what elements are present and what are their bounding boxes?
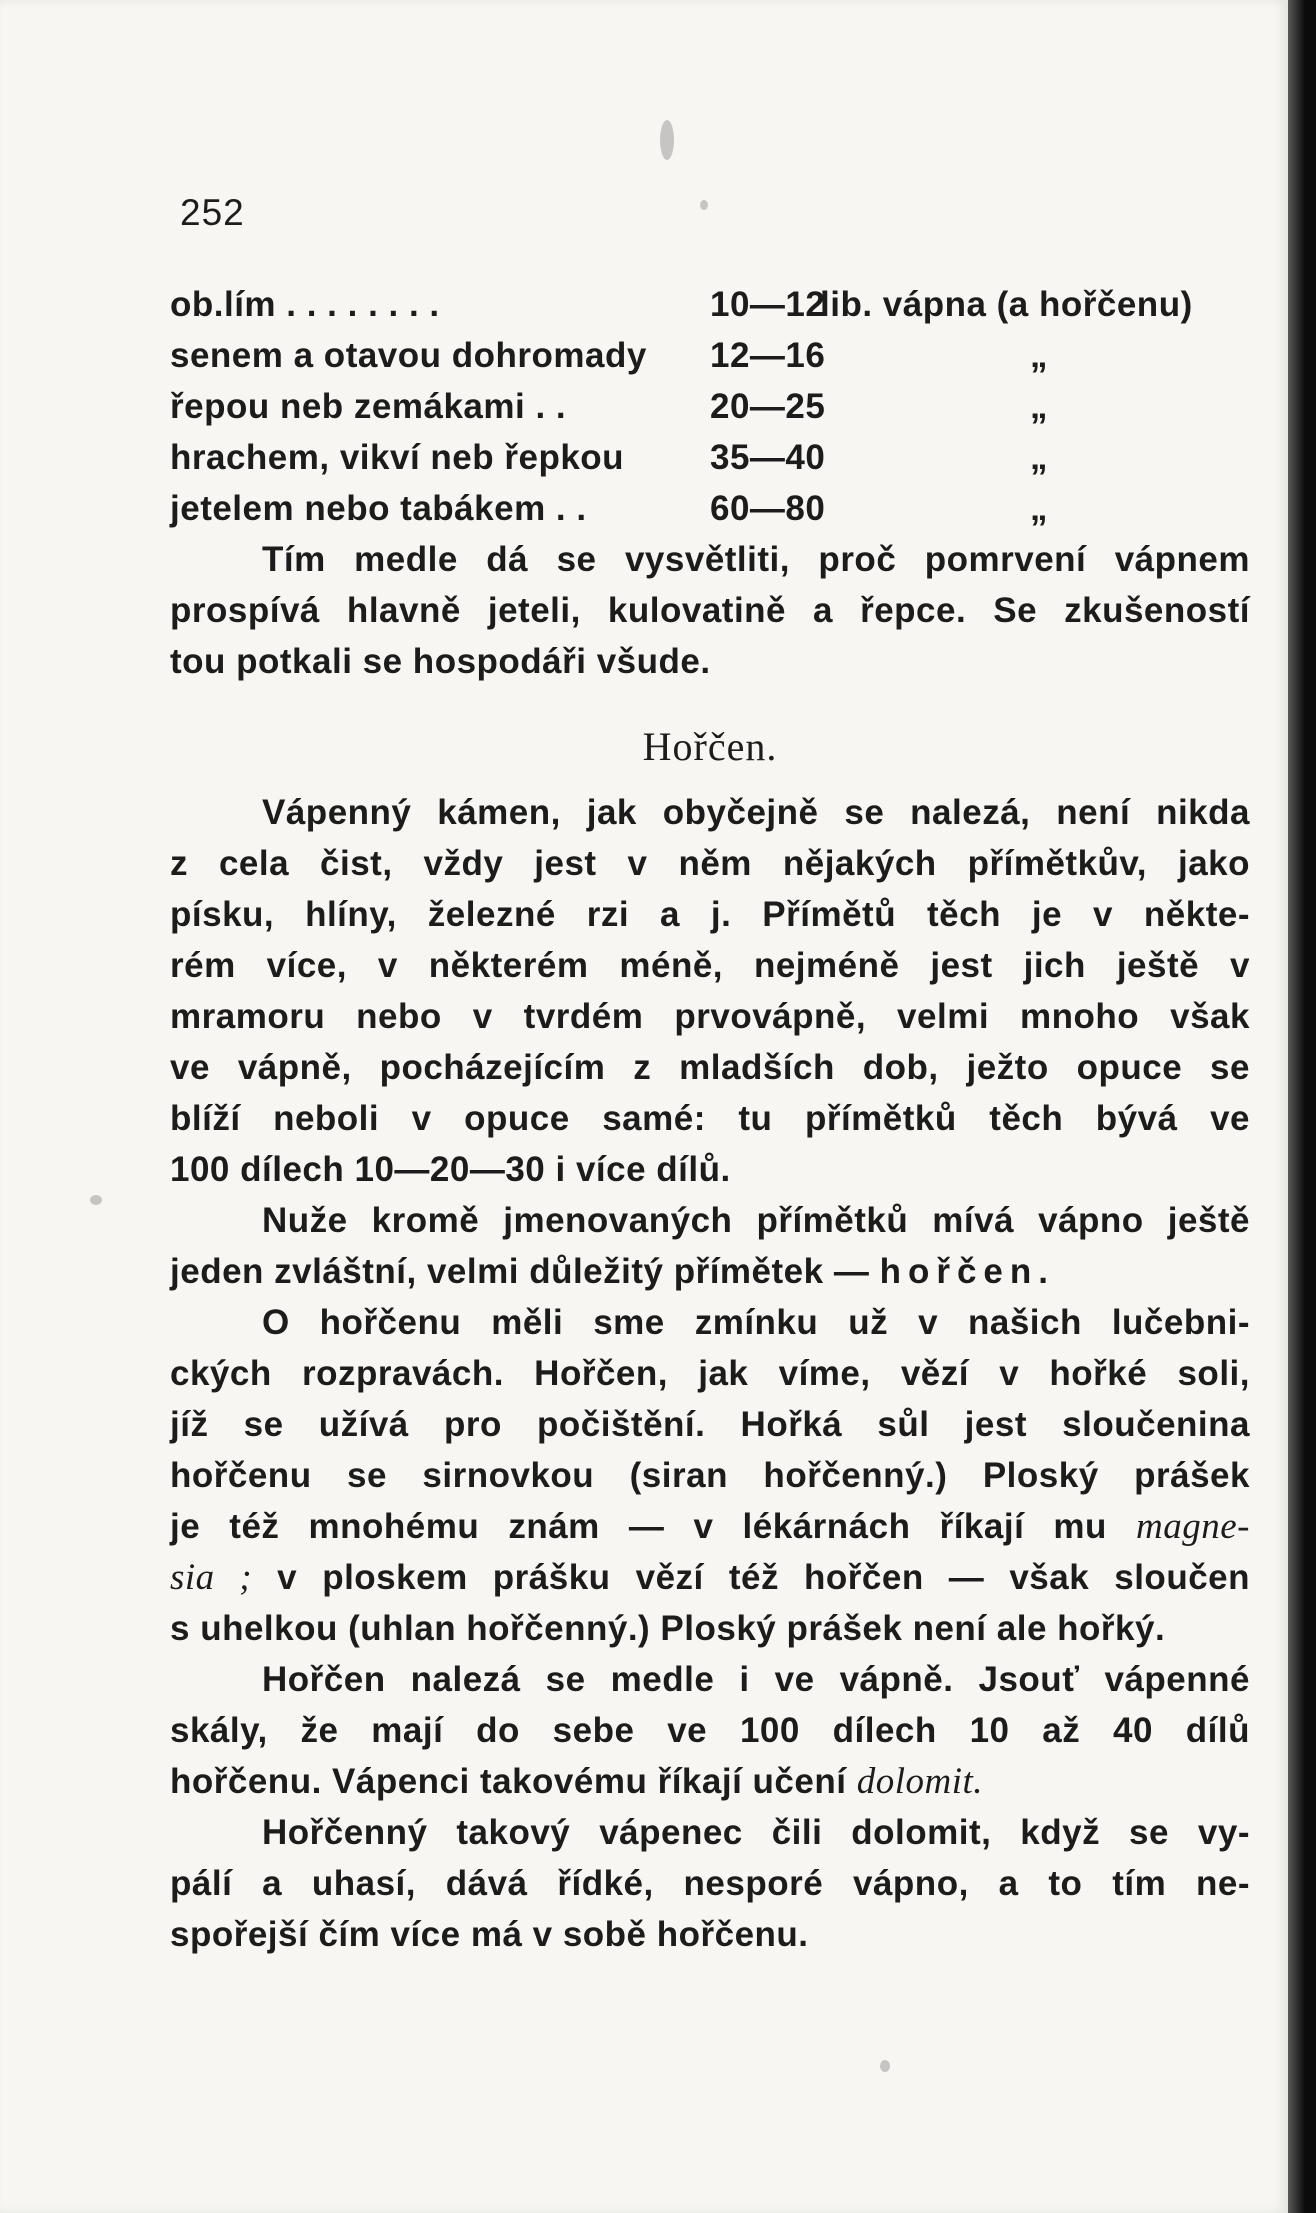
rate-unit: „	[1030, 489, 1048, 528]
text-span: v ploskem prášku vězí též hořčen — však sloučen	[277, 1558, 1251, 1597]
page-text	[170, 279, 1250, 1960]
text-span: jeden zvláštní, velmi důležitý přímětek —	[170, 1252, 870, 1291]
rate-table	[170, 279, 1250, 534]
text-line: pálí a uhasí, dává řídké, nesporé vápno, a to tím ne-	[170, 1864, 1250, 1903]
rate-amount: 35—40	[710, 438, 826, 477]
text-line: tou potkali se hospodáři všude.	[170, 642, 711, 681]
text-line: rém více, v některém méně, nejméně jest jich ještě v	[170, 946, 1250, 985]
rate-unit: lib. vápna (a hořčenu)	[820, 285, 1193, 324]
text-line: Hořčen nalezá se medle i ve vápně. Jsouť vápenné	[262, 1660, 1250, 1699]
rate-amount: 60—80	[710, 489, 826, 528]
paragraph	[170, 1195, 1250, 1297]
text-line	[170, 1552, 1250, 1603]
rate-row	[170, 279, 1250, 330]
text-line: písku, hlíny, železné rzi a j. Přímětů těch je v někte-	[170, 895, 1250, 934]
text-line: Tím medle dá se vysvětliti, proč pomrvení vápnem	[262, 540, 1250, 579]
italic-term: magne-	[1136, 1506, 1250, 1547]
rate-row	[170, 330, 1250, 381]
text-line: prospívá hlavně jeteli, kulovatině a řepce. Se zkušeností	[170, 591, 1250, 630]
text-line: jíž se užívá pro počištění. Hořká sůl jest sloučenina	[170, 1405, 1250, 1444]
text-line: hořčenu se sirnovkou (siran hořčenný.) Ploský prášek	[170, 1456, 1250, 1495]
rate-label: senem a otavou dohromady	[170, 336, 647, 375]
text-line: Hořčenný takový vápenec čili dolomit, když se vy-	[262, 1813, 1250, 1852]
rate-amount: 20—25	[710, 387, 826, 426]
scan-speck	[700, 200, 708, 210]
paragraph	[170, 787, 1250, 1195]
italic-term: dolomit.	[856, 1761, 983, 1802]
rate-label: jetelem nebo tabákem . .	[170, 489, 587, 528]
rate-row	[170, 432, 1250, 483]
rate-label: ob.lím . . . . . . . .	[170, 285, 440, 324]
paragraph	[170, 534, 1250, 687]
rate-label: řepou neb zemákami . .	[170, 387, 567, 426]
text-line	[170, 1756, 1250, 1807]
scan-speck	[880, 2060, 890, 2072]
text-line	[170, 1501, 1250, 1552]
text-line: spořejší čím více má v sobě hořčenu.	[170, 1915, 809, 1954]
italic-term: sia ;	[170, 1557, 253, 1598]
scan-speck	[90, 1195, 102, 1205]
text-line: O hořčenu měli sme zmínku už v našich lučebni-	[262, 1303, 1250, 1342]
rate-label: hrachem, vikví neb řepkou	[170, 438, 625, 477]
text-line: skály, že mají do sebe ve 100 dílech 10 až 40 dílů	[170, 1711, 1250, 1750]
text-line: ckých rozpravách. Hořčen, jak víme, vězí v hořké soli,	[170, 1354, 1250, 1393]
page-number: 252	[180, 192, 245, 233]
paragraph	[170, 1297, 1250, 1654]
rate-unit: „	[1030, 336, 1048, 375]
text-line: 100 dílech 10—20—30 i více dílů.	[170, 1150, 731, 1189]
section-heading: Hořčen.	[642, 724, 778, 769]
rate-row	[170, 483, 1250, 534]
page-edge-shadow	[1288, 0, 1316, 2213]
scan-speck	[660, 120, 674, 160]
text-line: blíží neboli v opuce samé: tu přímětků těch bývá ve	[170, 1099, 1250, 1138]
text-line: Nuže kromě jmenovaných přímětků mívá vápno ještě	[262, 1201, 1250, 1240]
text-span: hořčenu. Vápenci takovému říkají učení	[170, 1762, 847, 1801]
text-line: Vápenný kámen, jak obyčejně se nalezá, není nikda	[262, 793, 1250, 832]
text-line: z cela čist, vždy jest v něm nějakých přímětkův, jako	[170, 844, 1250, 883]
rate-row	[170, 381, 1250, 432]
paragraph	[170, 1807, 1250, 1960]
rate-amount: 12—16	[710, 336, 826, 375]
rate-amount: 10—12	[710, 285, 826, 324]
paragraph	[170, 1654, 1250, 1807]
text-line: ve vápně, pocházejícím z mladších dob, ježto opuce se	[170, 1048, 1250, 1087]
emphasized-term: hořčen.	[879, 1252, 1055, 1291]
rate-unit: „	[1030, 387, 1048, 426]
rate-unit: „	[1030, 438, 1048, 477]
text-line	[170, 1246, 1250, 1297]
text-line: s uhelkou (uhlan hořčenný.) Ploský prášek není ale hořký.	[170, 1609, 1166, 1648]
text-line: mramoru nebo v tvrdém prvovápně, velmi mnoho však	[170, 997, 1250, 1036]
text-span: je též mnohému znám — v lékárnách říkají mu	[170, 1507, 1107, 1546]
